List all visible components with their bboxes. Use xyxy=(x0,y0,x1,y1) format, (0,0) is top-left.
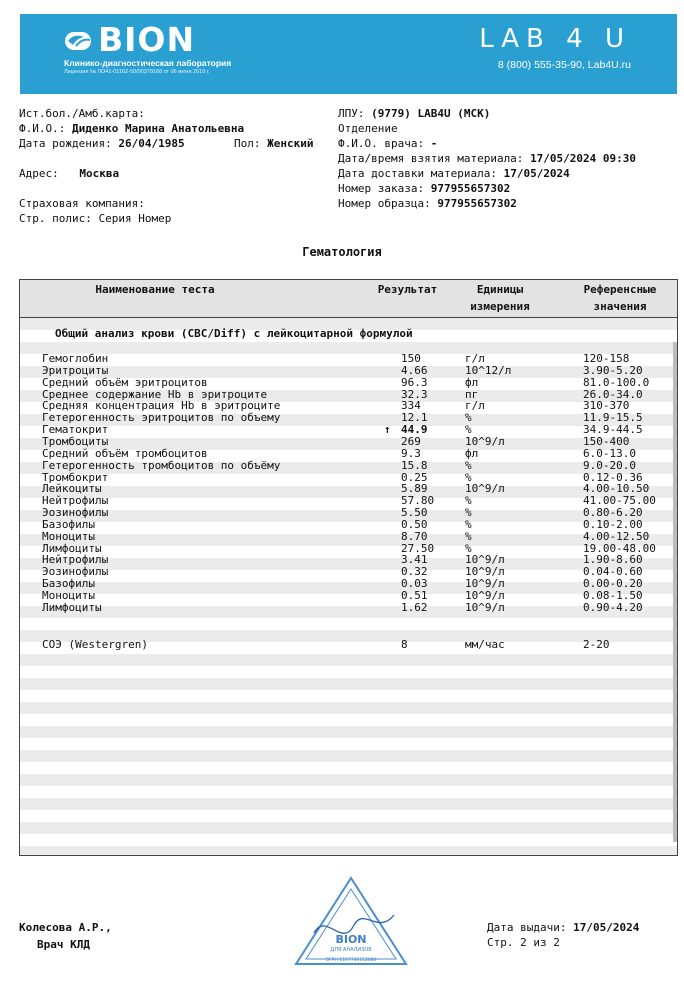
test-reference: 0.10-2.00 xyxy=(583,517,643,531)
section-title: Гематология xyxy=(302,245,382,259)
test-reference: 11.9-15.5 xyxy=(583,411,643,425)
insurer-label: Страховая компания: xyxy=(19,197,145,210)
test-value: 44.9 xyxy=(401,423,428,437)
test-unit: % xyxy=(465,517,472,531)
test-reference: 150-400 xyxy=(583,434,630,448)
table-row xyxy=(20,460,677,472)
bion-logo-icon xyxy=(64,26,94,56)
test-value: 150 xyxy=(401,352,421,365)
table-header xyxy=(20,280,677,318)
test-value: 57.80 xyxy=(401,494,435,508)
sex-label: Пол: xyxy=(234,137,261,150)
test-value: 8.70 xyxy=(401,529,428,543)
test-reference: 120-158 xyxy=(583,352,630,365)
test-name: Эозинофилы xyxy=(42,506,109,519)
test-reference: 3.90-5.20 xyxy=(583,363,643,377)
policy-label: Стр. полис: Серия Номер xyxy=(19,212,172,225)
table-row xyxy=(20,412,677,424)
test-unit: 10^9/л xyxy=(465,600,505,614)
address-row xyxy=(19,167,119,181)
bion-logo-text: BION xyxy=(98,20,196,59)
test-name: Лейкоциты xyxy=(42,482,102,496)
test-name: Среднее содержание Hb в эритроците xyxy=(42,387,268,401)
test-name: Тромбоциты xyxy=(42,434,109,448)
test-reference: 310-370 xyxy=(583,399,630,413)
test-value: 96.3 xyxy=(401,375,428,389)
test-value: 32.3 xyxy=(401,387,428,401)
test-unit: % xyxy=(465,423,472,437)
order-number-row xyxy=(338,182,510,196)
test-value: 269 xyxy=(401,434,421,448)
test-reference: 81.0-100.0 xyxy=(583,375,650,389)
test-name: Лимфоциты xyxy=(42,541,102,555)
table-row xyxy=(20,507,677,519)
test-value: 0.50 xyxy=(401,517,428,531)
issue-date-label: Дата выдачи: xyxy=(487,921,567,934)
test-unit: 10^9/л xyxy=(465,589,505,602)
order-number-value: 977955657302 xyxy=(430,182,511,195)
table-row xyxy=(20,543,677,555)
bion-subtitle: Клинико-диагностическая лаборатория xyxy=(64,58,232,68)
address-value: Москва xyxy=(79,167,120,180)
table-row xyxy=(20,424,677,436)
table-row xyxy=(20,531,677,543)
test-value: 15.8 xyxy=(401,458,428,472)
col-header-units-2: измерения xyxy=(470,300,530,313)
stamp-name: BION xyxy=(335,933,367,946)
sex-row xyxy=(234,137,313,151)
table-row xyxy=(20,377,677,389)
table-row xyxy=(20,353,677,365)
fio-label: Ф.И.О.: xyxy=(19,122,66,135)
issue-date-value: 17/05/2024 xyxy=(573,921,640,934)
test-name: Эритроциты xyxy=(42,363,109,377)
doctor-row xyxy=(338,137,437,151)
test-value: 0.32 xyxy=(401,565,428,579)
results-table xyxy=(19,279,678,856)
dob-value: 26/04/1985 xyxy=(118,137,185,150)
test-name: Гемоглобин xyxy=(42,352,109,365)
test-value: 5.50 xyxy=(401,506,428,519)
test-value: 0.03 xyxy=(401,577,428,591)
abnormal-flag-icon: ↑ xyxy=(384,423,391,437)
test-reference: 0.12-0.36 xyxy=(583,470,643,484)
test-unit: % xyxy=(465,470,472,484)
order-number-label: Номер заказа: xyxy=(338,182,425,195)
col-header-ref-1: Референсные xyxy=(583,283,657,296)
table-row xyxy=(20,602,677,614)
dob-row xyxy=(19,137,185,151)
test-reference: 4.00-10.50 xyxy=(583,482,650,496)
table-row xyxy=(20,483,677,495)
sample-number-row xyxy=(338,197,517,211)
table-row xyxy=(20,590,677,602)
test-unit: % xyxy=(465,506,472,519)
sex-value: Женский xyxy=(267,137,314,150)
test-name: Нейтрофилы xyxy=(42,553,109,567)
test-unit: пг xyxy=(465,387,479,401)
delivered-value: 17/05/2024 xyxy=(503,167,570,180)
test-value: 5.89 xyxy=(401,482,428,496)
col-header-ref-2: значения xyxy=(593,300,647,313)
page-number: Стр. 2 из 2 xyxy=(487,936,560,949)
test-name: Гетерогенность тромбоцитов по объёму xyxy=(42,458,281,472)
test-name: Средняя концентрация Hb в эритроците xyxy=(42,399,281,413)
test-reference: 34.9-44.5 xyxy=(583,423,643,437)
bion-license: Лицензия № ЛО41-01162-50/00370168 от 06 июня 2019 г. xyxy=(64,69,210,75)
table-row xyxy=(20,448,677,460)
test-reference: 4.00-12.50 xyxy=(583,529,650,543)
lpu-row xyxy=(338,107,490,121)
test-value: 1.62 xyxy=(401,600,428,614)
lab4u-contacts: 8 (800) 555-35-90, Lab4U.ru xyxy=(497,59,631,71)
test-value: 9.3 xyxy=(401,446,421,460)
test-unit: 10^9/л xyxy=(465,565,505,579)
test-unit: г/л xyxy=(465,399,485,413)
delivered-row xyxy=(338,167,570,181)
test-unit: 10^12/л xyxy=(465,363,512,377)
test-name: СОЭ (Westergren) xyxy=(42,638,148,651)
test-unit: фл xyxy=(465,446,479,460)
patient-name-row xyxy=(19,122,244,136)
test-name: Лимфоциты xyxy=(42,600,102,614)
test-unit: % xyxy=(465,529,472,543)
table-row-esr xyxy=(20,639,677,651)
test-reference: 0.80-6.20 xyxy=(583,506,643,519)
test-name: Нейтрофилы xyxy=(42,494,109,508)
test-reference: 0.00-0.20 xyxy=(583,577,643,591)
test-reference: 2-20 xyxy=(583,638,610,651)
card-label: Ист.бол./Амб.карта: xyxy=(19,107,145,120)
test-reference: 19.00-48.00 xyxy=(583,541,656,555)
test-reference: 0.04-0.60 xyxy=(583,565,643,579)
test-value: 0.51 xyxy=(401,589,428,602)
test-unit: фл xyxy=(465,375,479,389)
test-unit: мм/час xyxy=(465,638,505,651)
test-name: Моноциты xyxy=(42,529,95,543)
col-header-result: Результат xyxy=(377,283,438,296)
dob-label: Дата рождения: xyxy=(19,137,112,150)
test-reference: 0.08-1.50 xyxy=(583,589,643,602)
sample-number-label: Номер образца: xyxy=(338,197,431,210)
test-name: Моноциты xyxy=(42,589,95,602)
address-label: Адрес: xyxy=(19,167,59,180)
test-unit: 10^9/л xyxy=(465,434,505,448)
test-reference: 1.90-8.60 xyxy=(583,553,643,567)
test-unit: 10^9/л xyxy=(465,577,505,591)
table-row xyxy=(20,554,677,566)
test-name: Средний объём тромбоцитов xyxy=(42,446,208,460)
test-value: 12.1 xyxy=(401,411,428,425)
test-unit: % xyxy=(465,494,472,508)
table-row xyxy=(20,566,677,578)
signer-role: Врач КЛД xyxy=(37,938,90,951)
stamp-ogrn: ОГРН 1107746112880 xyxy=(325,958,377,963)
taken-value: 17/05/2024 09:30 xyxy=(530,152,637,165)
test-value: 3.41 xyxy=(401,553,428,567)
test-value: 8 xyxy=(401,638,408,651)
table-row xyxy=(20,472,677,484)
test-value: 334 xyxy=(401,399,421,413)
table-row xyxy=(20,495,677,507)
doctor-label: Ф.И.О. врача: xyxy=(338,137,425,150)
col-header-units-1: Единицы xyxy=(476,283,524,296)
header-banner xyxy=(20,14,677,94)
test-group-title: Общий анализ крови (CBC/Diff) с лейкоцитарной формулой xyxy=(55,327,413,340)
test-name: Базофилы xyxy=(42,517,95,531)
signer-name: Колесова А.Р., xyxy=(19,921,112,934)
test-reference: 9.0-20.0 xyxy=(583,458,636,472)
doctor-value: - xyxy=(430,137,438,150)
patient-name: Диденко Марина Анатольевна xyxy=(71,122,245,135)
test-name: Тромбокрит xyxy=(42,470,109,484)
lpu-label: ЛПУ: xyxy=(338,107,365,120)
test-unit: 10^9/л xyxy=(465,553,505,567)
test-unit: % xyxy=(465,541,472,555)
test-name: Гетерогенность эритроцитов по объему xyxy=(42,411,281,425)
col-header-name: Наименование теста xyxy=(95,283,215,296)
test-name: Средний объём эритроцитов xyxy=(42,375,208,389)
sample-number-value: 977955657302 xyxy=(437,197,517,210)
test-value: 27.50 xyxy=(401,541,435,555)
taken-row xyxy=(338,152,636,166)
delivered-label: Дата доставки материала: xyxy=(338,167,497,180)
test-reference: 26.0-34.0 xyxy=(583,387,643,401)
test-reference: 6.0-13.0 xyxy=(583,446,636,460)
test-reference: 41.00-75.00 xyxy=(583,494,656,508)
stamp-text: ДЛЯ АНАЛИЗОВ xyxy=(330,947,372,953)
lpu-value: (9779) LAB4U (МСК) xyxy=(371,107,491,120)
test-unit: 10^9/л xyxy=(465,482,505,496)
test-name: Базофилы xyxy=(42,577,95,591)
test-name: Гематокрит xyxy=(42,423,109,437)
lab-stamp-icon xyxy=(292,875,410,967)
issue-date-row xyxy=(487,921,639,935)
table-row xyxy=(20,519,677,531)
test-unit: % xyxy=(465,458,472,472)
test-value: 0.25 xyxy=(401,470,428,484)
taken-label: Дата/время взятия материала: xyxy=(338,152,524,165)
table-row xyxy=(20,365,677,377)
lab4u-logo: LAB 4 U xyxy=(479,24,631,54)
test-value: 4.66 xyxy=(401,363,428,377)
table-row xyxy=(20,578,677,590)
test-unit: г/л xyxy=(465,352,485,365)
test-reference: 0.90-4.20 xyxy=(583,600,643,614)
test-name: Эозинофилы xyxy=(42,565,109,579)
test-unit: % xyxy=(465,411,472,425)
dept-label: Отделение xyxy=(338,122,398,135)
